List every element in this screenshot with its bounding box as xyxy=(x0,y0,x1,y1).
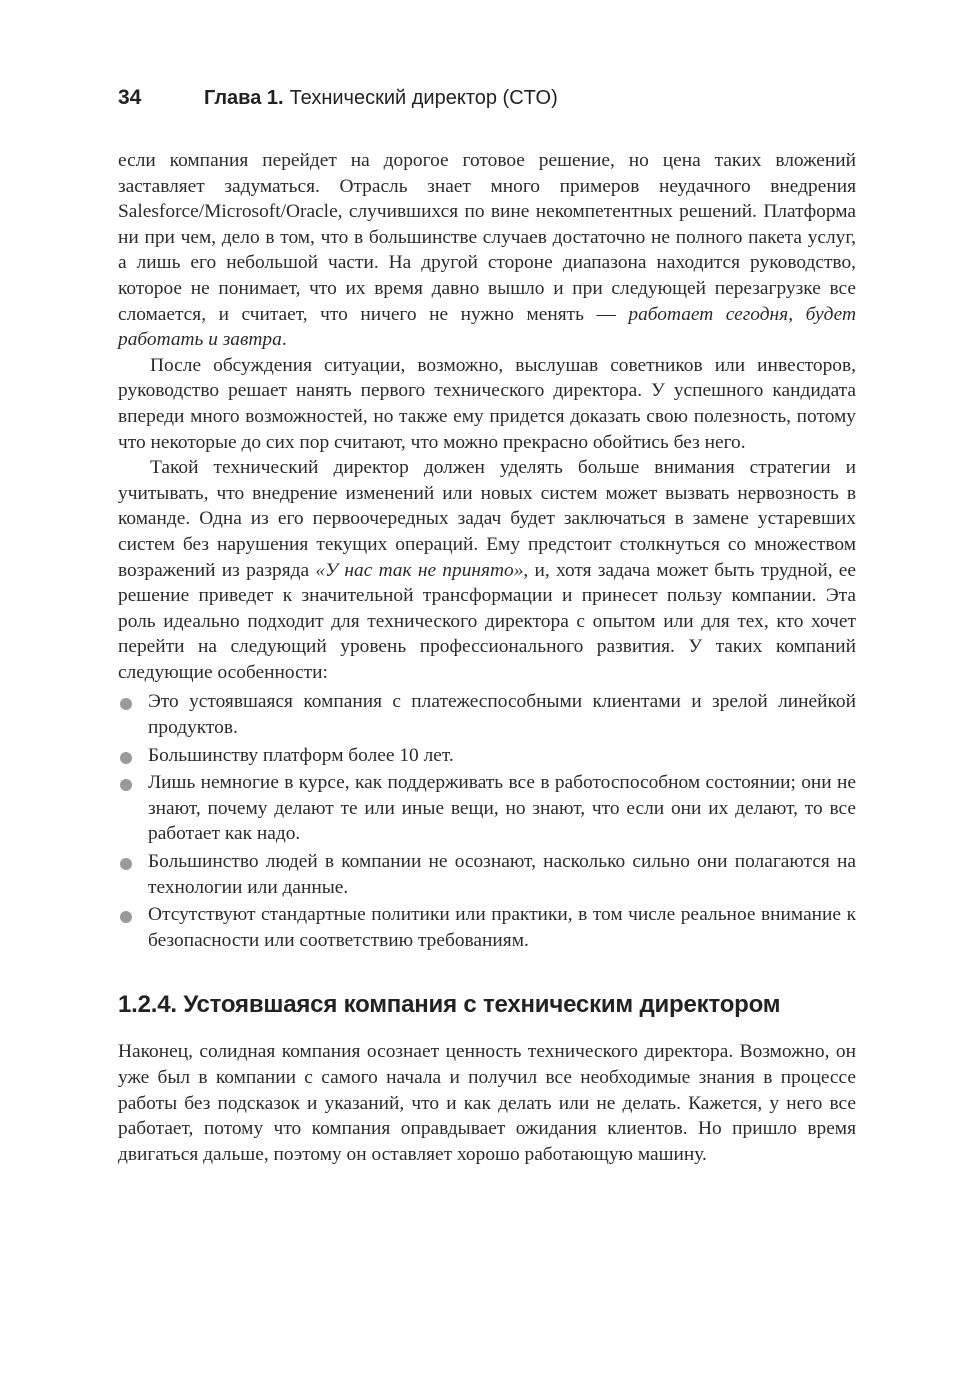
paragraph-1-italic: работает сегодня, будет работать и завтра xyxy=(118,303,857,351)
paragraph-3-start: Такой технический директор должен уделять больше внимания стратегии и учитывать, что внедрение изменений или новых систем может вызвать нервозность в команде. Одна из его первоочередных задач будет заключаться в замене устаревших систем без нарушения текущих операций. Ему предстоит столкнуться со множеством возражений из разряда xyxy=(118,457,856,581)
paragraph-1 xyxy=(118,148,856,353)
list-item-text: Лишь немногие в курсе, как поддерживать все в работоспособном состоянии; они не знают, почему делают те или иные вещи, но знают, что если они их делают, то все работает как надо. xyxy=(148,772,856,845)
list-item-text: Большинство людей в компании не осознают, насколько сильно они полагаются на технологии или данные. xyxy=(148,851,856,898)
list-item xyxy=(118,902,856,953)
paragraph-1-text: если компания перейдет на дорогое готовое решение, но цена таких вложений заставляет задуматься. Отрасль знает много примеров неудачного внедрения Salesforce/Microsoft/Oracle, случившихся по вине некомпетентных решений. Платформа ни при чем, дело в том, что в большинстве случаев достаточно не полного пакета услуг, а лишь его небольшой части. На другой стороне диапазона находится руководство, которое не понимает, что их время давно вышло и при следующей перезагрузке все сломается, и считает, что ничего не нужно менять — xyxy=(118,150,856,325)
bullet-icon xyxy=(120,752,132,764)
section-paragraph: Наконец, солидная компания осознает ценность технического директора. Возможно, он уже был в компании с самого начала и получил все необходимые знания в процессе работы без подсказок и указаний, что и как делать или не делать. Кажется, у него все работает, потому что компания оправдывает ожидания клиентов. Но пришло время двигаться дальше, поэтому он оставляет хорошо работающую машину. xyxy=(118,1041,856,1165)
paragraph-3-end: , и, хотя задача может быть трудной, ее решение приведет к значительной трансформации и принесет пользу компании. Эта роль идеально подходит для технического директора с опытом или для тех, кто хочет перейти на следующий уровень профессионального развития. У таких компаний следующие особенности: xyxy=(118,559,857,683)
paragraph-3-italic: «У нас так не принято» xyxy=(315,559,524,581)
list-item xyxy=(118,849,856,900)
bullet-icon xyxy=(120,698,132,710)
list-item-text: Это устоявшаяся компания с платежеспособными клиентами и зрелой линейкой продуктов. xyxy=(148,691,856,739)
paragraph-2: После обсуждения ситуации, возможно, выслушав советников или инвесторов, руководство решает нанять первого технического директора. У успешного кандидата впереди много возможностей, но также ему придется доказать свою полезность, потому что некоторые до сих пор считают, что можно прекрасно обойтись без него. xyxy=(118,354,856,453)
list-item xyxy=(118,770,856,847)
bullet-icon xyxy=(120,858,132,870)
chapter-label: Глава 1. xyxy=(204,87,284,109)
list-item xyxy=(118,689,856,740)
running-header xyxy=(118,86,856,110)
list-item-text: Отсутствуют стандартные политики или практики, в том числе реальное внимание к безопасности или соответствию требованиям. xyxy=(148,904,856,951)
chapter-title: Технический директор (CTO) xyxy=(289,87,558,109)
page-number: 34 xyxy=(118,86,142,109)
list-item xyxy=(118,743,856,769)
bullet-icon xyxy=(120,911,132,923)
bullet-icon xyxy=(120,779,132,791)
features-list xyxy=(118,689,856,953)
paragraph-1-end: . xyxy=(281,329,287,351)
paragraph-3 xyxy=(118,455,856,685)
book-page xyxy=(118,86,856,1167)
section-heading: 1.2.4. Устоявшаяся компания с техническим директором xyxy=(118,991,781,1019)
list-item-text: Большинству платформ более 10 лет. xyxy=(148,744,454,766)
